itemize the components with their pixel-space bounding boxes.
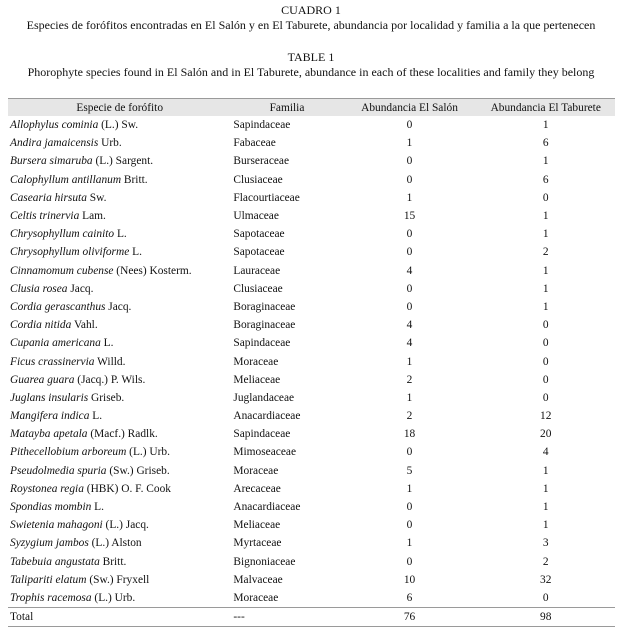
table-row: [8, 553, 615, 571]
species-scientific-name: Juglans insularis: [10, 391, 89, 404]
table-row: [8, 134, 615, 152]
table-row: [8, 243, 615, 261]
species-authority: (L.) Urb.: [91, 591, 136, 604]
species-scientific-name: Matayba apetala: [10, 428, 88, 441]
species-scientific-name: Guarea guara: [10, 373, 75, 386]
species-scientific-name: Cordia nitida: [10, 319, 72, 332]
abundance-salon-cell: 1: [406, 137, 413, 150]
species-cell: [8, 553, 231, 571]
abundance-taburete-cell: 0: [542, 337, 549, 350]
species-scientific-name: Bursera simaruba: [10, 155, 93, 168]
family-cell: Bignoniaceae: [233, 555, 296, 568]
family-cell: Anacardiaceae: [233, 410, 301, 423]
species-scientific-name: Roystonea regia: [10, 482, 84, 495]
abundance-taburete-cell: 1: [542, 519, 549, 532]
species-cell: [8, 352, 231, 370]
abundance-taburete-cell: 0: [542, 391, 549, 404]
species-authority: (L.) Sargent.: [92, 155, 154, 168]
table-row: [8, 189, 615, 207]
species-scientific-name: Casearia hirsuta: [10, 191, 87, 204]
abundance-taburete-cell: 6: [542, 137, 549, 150]
species-authority: (Sw.) Griseb.: [106, 464, 170, 477]
species-cell: [8, 189, 231, 207]
species-scientific-name: Pseudolmedia spuria: [10, 464, 107, 477]
family-cell: Ulmaceae: [233, 210, 279, 223]
family-cell: Moraceae: [233, 355, 279, 368]
species-authority: (Jacq.) P. Wils.: [74, 373, 146, 386]
abundance-taburete-cell: 0: [542, 373, 549, 386]
species-scientific-name: Talipariti elatum: [10, 573, 87, 586]
table-row: [8, 462, 615, 480]
table-row: [8, 225, 615, 243]
species-cell: [8, 334, 231, 352]
abundance-salon-cell: 2: [406, 373, 413, 386]
species-cell: [8, 443, 231, 461]
species-authority: Vahl.: [71, 319, 98, 332]
abundance-taburete-cell: 4: [542, 446, 549, 459]
table-row: [8, 443, 615, 461]
species-authority: L.: [114, 228, 127, 241]
table-row: [8, 352, 615, 370]
table-row: [8, 334, 615, 352]
family-cell: Boraginaceae: [233, 319, 296, 332]
species-authority: Britt.: [99, 555, 127, 568]
abundance-taburete-cell: 1: [542, 300, 549, 313]
species-authority: (L.) Jacq.: [102, 519, 149, 532]
species-cell: [8, 371, 231, 389]
species-cell: [8, 207, 231, 225]
abundance-salon-cell: 0: [406, 300, 413, 313]
total-taburete: 98: [476, 608, 615, 627]
table-row: [8, 207, 615, 225]
table-row: [8, 316, 615, 334]
species-authority: L.: [129, 246, 142, 259]
abundance-taburete-cell: 6: [542, 173, 549, 186]
header-abundance-salon: Abundancia El Salón: [343, 99, 477, 117]
family-cell: Flacourtiaceae: [233, 191, 300, 204]
species-cell: [8, 389, 231, 407]
abundance-taburete-cell: 1: [542, 228, 549, 241]
abundance-salon-cell: 0: [406, 155, 413, 168]
table-row: [8, 498, 615, 516]
header-abundance-taburete: Abundancia El Taburete: [476, 99, 615, 117]
abundance-taburete-cell: 0: [542, 191, 549, 204]
species-authority: Willd.: [94, 355, 126, 368]
abundance-taburete-cell: 0: [542, 591, 549, 604]
abundance-salon-cell: 2: [406, 410, 413, 423]
abundance-salon-cell: 1: [406, 355, 413, 368]
species-scientific-name: Calophyllum antillanum: [10, 173, 122, 186]
abundance-taburete-cell: 1: [542, 501, 549, 514]
species-cell: [8, 462, 231, 480]
family-cell: Meliaceae: [233, 519, 281, 532]
abundance-salon-cell: 1: [406, 191, 413, 204]
species-cell: [8, 480, 231, 498]
species-authority: Urb.: [98, 137, 122, 150]
species-authority: (L.) Urb.: [126, 446, 170, 459]
table-row: [8, 262, 615, 280]
abundance-salon-cell: 0: [406, 282, 413, 295]
caption-es-text: Especies de forófitos encontradas en El Salón y en El Taburete, abundancia por localidad y familia a la que pertenecen: [26, 18, 596, 32]
species-cell: [8, 534, 231, 552]
species-cell: [8, 280, 231, 298]
species-authority: L.: [91, 501, 104, 514]
abundance-salon-cell: 4: [406, 319, 413, 332]
abundance-salon-cell: 1: [406, 391, 413, 404]
species-scientific-name: Allophylus cominia: [10, 119, 99, 132]
species-cell: [8, 116, 231, 134]
table-row: [8, 389, 615, 407]
abundance-salon-cell: 0: [406, 519, 413, 532]
abundance-taburete-cell: 2: [542, 555, 549, 568]
abundance-taburete-cell: 2: [542, 246, 549, 259]
abundance-salon-cell: 4: [406, 337, 413, 350]
table-row: [8, 516, 615, 534]
caption-es-title: CUADRO 1: [281, 3, 341, 17]
family-cell: Clusiaceae: [233, 173, 283, 186]
caption-en-text: Phorophyte species found in El Salón and in El Taburete, abundance in each of these localities and family they belong: [27, 65, 595, 79]
species-scientific-name: Trophis racemosa: [10, 591, 92, 604]
species-authority: (Macf.) Radlk.: [87, 428, 158, 441]
table-row: [8, 571, 615, 589]
species-authority: Jacq.: [67, 282, 94, 295]
abundance-taburete-cell: 1: [542, 482, 549, 495]
species-scientific-name: Cinnamomum cubense: [10, 264, 114, 277]
abundance-taburete-cell: 0: [542, 355, 549, 368]
species-authority: (L.) Alston: [88, 537, 142, 550]
species-authority: Britt.: [121, 173, 148, 186]
abundance-taburete-cell: 1: [542, 464, 549, 477]
abundance-salon-cell: 0: [406, 228, 413, 241]
species-scientific-name: Swietenia mahagoni: [10, 519, 103, 532]
abundance-taburete-cell: 20: [540, 428, 552, 441]
species-cell: [8, 589, 231, 608]
abundance-salon-cell: 5: [406, 464, 413, 477]
total-family: ---: [231, 608, 342, 627]
table-row: [8, 116, 615, 134]
family-cell: Burseraceae: [233, 155, 290, 168]
family-cell: Moraceae: [233, 591, 279, 604]
family-cell: Myrtaceae: [233, 537, 282, 550]
table-row: [8, 534, 615, 552]
total-label: Total: [8, 608, 231, 627]
species-scientific-name: Chrysophyllum cainito: [10, 228, 115, 241]
caption-en-title: TABLE 1: [287, 50, 335, 64]
abundance-salon-cell: 0: [406, 555, 413, 568]
family-cell: Sapotaceae: [233, 246, 285, 259]
abundance-salon-cell: 0: [406, 446, 413, 459]
abundance-salon-cell: 15: [403, 210, 416, 223]
table-row: [8, 480, 615, 498]
species-scientific-name: Mangifera indica: [10, 410, 90, 423]
species-cell: [8, 134, 231, 152]
species-scientific-name: Celtis trinervia: [10, 210, 80, 223]
species-cell: [8, 152, 231, 170]
species-scientific-name: Syzygium jambos: [10, 537, 89, 550]
abundance-taburete-cell: 12: [540, 410, 552, 423]
abundance-salon-cell: 0: [406, 501, 413, 514]
family-cell: Fabaceae: [233, 137, 276, 150]
table-row: [8, 152, 615, 170]
species-scientific-name: Clusia rosea: [10, 282, 68, 295]
species-cell: [8, 262, 231, 280]
species-authority: L.: [89, 410, 103, 423]
abundance-salon-cell: 18: [403, 428, 416, 441]
species-authority: Sw.: [86, 191, 107, 204]
header-family: Familia: [231, 99, 342, 117]
species-scientific-name: Andira jamaicensis: [10, 137, 99, 150]
species-authority: (Sw.) Fryxell: [86, 573, 150, 586]
species-scientific-name: Pithecellobium arboreum: [10, 446, 127, 459]
species-cell: [8, 243, 231, 261]
species-scientific-name: Chrysophyllum oliviforme: [10, 246, 130, 259]
phorophyte-table: [8, 98, 615, 627]
total-row: [8, 608, 615, 627]
table-row: [8, 171, 615, 189]
family-cell: Anacardiaceae: [233, 501, 301, 514]
species-cell: [8, 316, 231, 334]
species-authority: Jacq.: [105, 300, 132, 313]
species-scientific-name: Ficus crassinervia: [10, 355, 95, 368]
abundance-taburete-cell: 32: [540, 573, 552, 586]
species-authority: (Nees) Kosterm.: [113, 264, 192, 277]
species-cell: [8, 298, 231, 316]
species-authority: (L.) Sw.: [98, 119, 139, 132]
abundance-salon-cell: 0: [406, 246, 413, 259]
total-salon: 76: [343, 608, 477, 627]
abundance-salon-cell: 1: [406, 482, 413, 495]
species-scientific-name: Cordia gerascanthus: [10, 300, 106, 313]
species-cell: [8, 225, 231, 243]
family-cell: Clusiaceae: [233, 282, 283, 295]
abundance-salon-cell: 4: [406, 264, 413, 277]
family-cell: Juglandaceae: [233, 391, 295, 404]
species-scientific-name: Spondias mombin: [10, 501, 92, 514]
table-row: [8, 371, 615, 389]
family-cell: Sapindaceae: [233, 337, 291, 350]
abundance-salon-cell: 6: [406, 591, 413, 604]
header-species: Especie de forófito: [8, 99, 231, 117]
abundance-taburete-cell: 1: [542, 155, 549, 168]
species-authority: (HBK) O. F. Cook: [83, 482, 171, 495]
family-cell: Arecaceae: [233, 482, 281, 495]
abundance-taburete-cell: 1: [542, 282, 549, 295]
family-cell: Meliaceae: [233, 373, 281, 386]
family-cell: Mimoseaceae: [233, 446, 297, 459]
species-authority: Lam.: [79, 210, 106, 223]
family-cell: Sapindaceae: [233, 428, 291, 441]
abundance-taburete-cell: 3: [542, 537, 549, 550]
species-scientific-name: Cupania americana: [10, 337, 101, 350]
abundance-salon-cell: 0: [406, 119, 413, 132]
family-cell: Moraceae: [233, 464, 279, 477]
abundance-taburete-cell: 1: [542, 210, 549, 223]
species-scientific-name: Tabebuia angustata: [10, 555, 100, 568]
abundance-salon-cell: 0: [406, 173, 413, 186]
family-cell: Boraginaceae: [233, 300, 296, 313]
abundance-taburete-cell: 1: [542, 264, 549, 277]
family-cell: Malvaceae: [233, 573, 283, 586]
table-row: [8, 280, 615, 298]
table-row: [8, 298, 615, 316]
abundance-taburete-cell: 1: [542, 119, 549, 132]
species-cell: [8, 425, 231, 443]
species-cell: [8, 407, 231, 425]
family-cell: Sapindaceae: [233, 119, 291, 132]
species-authority: Griseb.: [88, 391, 125, 404]
table-row: [8, 425, 615, 443]
abundance-salon-cell: 1: [406, 537, 413, 550]
table-row: [8, 407, 615, 425]
species-cell: [8, 498, 231, 516]
species-cell: [8, 171, 231, 189]
table-header-row: [8, 99, 615, 117]
abundance-taburete-cell: 0: [542, 319, 549, 332]
family-cell: Lauraceae: [233, 264, 281, 277]
family-cell: Sapotaceae: [233, 228, 285, 241]
species-cell: [8, 516, 231, 534]
table-row: [8, 589, 615, 608]
species-cell: [8, 571, 231, 589]
abundance-salon-cell: 10: [403, 573, 416, 586]
species-authority: L.: [100, 337, 114, 350]
